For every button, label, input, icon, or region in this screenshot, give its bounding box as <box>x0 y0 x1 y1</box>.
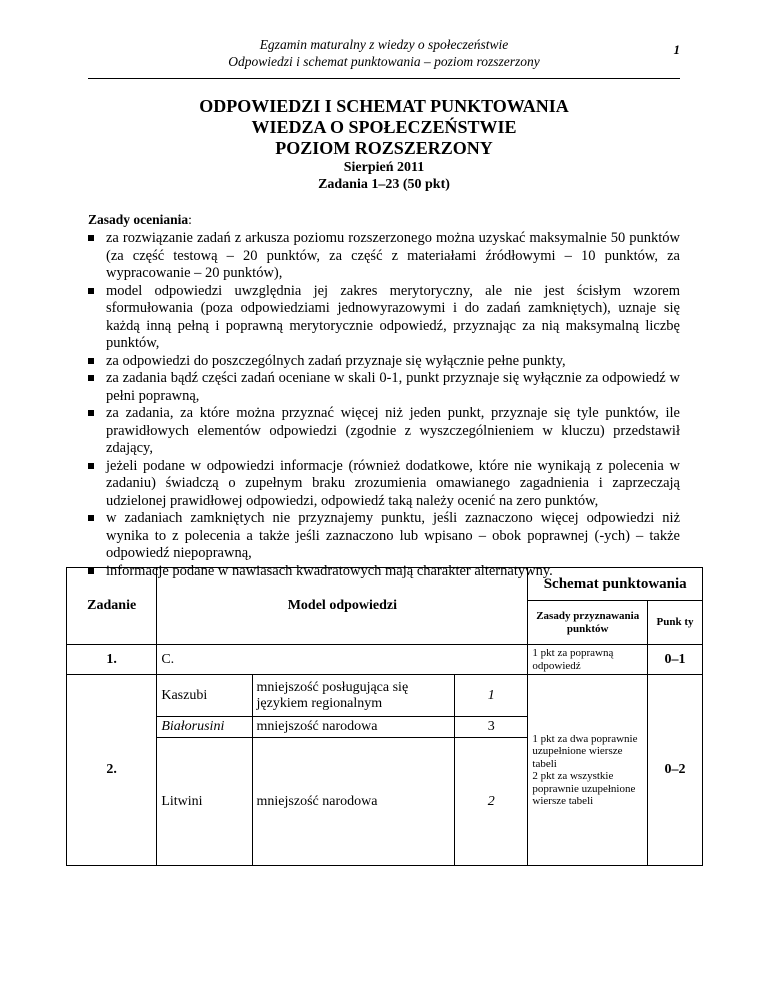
header-zadanie: Zadanie <box>67 568 157 645</box>
answer-status: mniejszość narodowa <box>252 717 455 738</box>
rule-item: za zadania bądź części zadań oceniane w skali 0-1, punkt przyznaje się wyłącznie za odpowiedź w pełni poprawną, <box>88 370 680 405</box>
rules-heading: Zasady oceniania: <box>88 212 192 227</box>
page-number: 1 <box>673 42 680 57</box>
rules-list <box>88 230 680 580</box>
header-line-2: Odpowiedzi i schemat punktowania – poziom rozszerzony <box>228 54 540 69</box>
exam-scope: Zadania 1–23 (50 pkt) <box>318 177 450 192</box>
page-header <box>88 36 680 70</box>
document-title-block <box>88 96 680 193</box>
task-points: 0–1 <box>648 645 703 675</box>
task-points: 0–2 <box>648 675 703 866</box>
bullet-icon <box>88 235 94 241</box>
header-zasady: Zasady przyznawania punktów <box>528 601 648 645</box>
header-punkty: Punk ty <box>648 601 703 645</box>
rule-item: jeżeli podane w odpowiedzi informacje (również dodatkowe, które nie wynikają z polecenia w zadaniu) świadczą o zupełnym braku zrozumienia omawianego zagadnienia i zaprzeczają udzielonej prawidłowej odpowiedzi, odpowiedź taką należy ocenić na zero punktów, <box>88 458 680 511</box>
rule-item: informacje podane w nawiasach kwadratowych mają charakter alternatywny. <box>88 563 680 581</box>
answer-status: mniejszość posługująca się językiem regionalnym <box>252 675 455 717</box>
header-schemat: Schemat punktowania <box>528 568 703 601</box>
bullet-icon <box>88 410 94 416</box>
rule-item: za odpowiedzi do poszczególnych zadań przyznaje się wyłącznie pełne punkty, <box>88 353 680 371</box>
bullet-icon <box>88 515 94 521</box>
bullet-icon <box>88 463 94 469</box>
task-number: 2. <box>67 675 157 866</box>
task-rule: 1 pkt za poprawną odpowiedź <box>528 645 648 675</box>
answer-group: Kaszubi <box>157 675 252 717</box>
header-line-1: Egzamin maturalny z wiedzy o społeczeństwie <box>259 37 509 52</box>
title-line-1: ODPOWIEDZI I SCHEMAT PUNKTOWANIA <box>199 96 569 116</box>
answer-group: Litwini <box>157 738 252 866</box>
task-answer: C. <box>157 645 528 675</box>
rule-item: za zadania, za które można przyznać więcej niż jeden punkt, przyznaje się tyle punktów, ile prawidłowych elementów odpowiedzi (zgodnie z wyszczególnieniem w kluczu) przedstawił zdający, <box>88 405 680 458</box>
task-rule: 1 pkt za dwa poprawnie uzupełnione wiersze tabeli 2 pkt za wszystkie poprawnie uzupełnione wiersze tabeli <box>528 675 648 866</box>
rule-item: w zadaniach zamkniętych nie przyznajemy punktu, jeśli zaznaczono więcej odpowiedzi niż wynika to z polecenia a także jeśli zaznaczono lub wpisano – obok poprawnej (-ych) – także odpowiedź niepoprawną, <box>88 510 680 563</box>
answer-group: Białorusini <box>157 717 252 738</box>
task-number: 1. <box>67 645 157 675</box>
answer-number: 1 <box>455 675 528 717</box>
rule-item: za rozwiązanie zadań z arkusza poziomu rozszerzonego można uzyskać maksymalnie 50 punktów (za część testową – 20 punktów, za część z materiałami źródłowymi – 10 punktów, za wypracowanie – 20 punktów), <box>88 230 680 283</box>
answer-number: 3 <box>455 717 528 738</box>
bullet-icon <box>88 375 94 381</box>
bullet-icon <box>88 358 94 364</box>
header-divider <box>88 78 680 79</box>
rule-item: model odpowiedzi uwzględnia jej zakres merytoryczny, ale nie jest ścisłym wzorem sformułowania (poza odpowiedziami jednowyrazowymi i do zadań zamkniętych), uznaje się każdą inną pełną i poprawną merytorycznie odpowiedź, przyznając za nią maksymalną liczbę punktów, <box>88 283 680 353</box>
title-line-3: POZIOM ROZSZERZONY <box>275 138 493 158</box>
bullet-icon <box>88 288 94 294</box>
exam-date: Sierpień 2011 <box>343 160 425 175</box>
answer-status: mniejszość narodowa <box>252 738 455 866</box>
title-line-2: WIEDZA O SPOŁECZEŃSTWIE <box>251 117 517 137</box>
header-model: Model odpowiedzi <box>157 568 528 645</box>
scoring-table <box>66 567 703 866</box>
answer-number: 2 <box>455 738 528 866</box>
